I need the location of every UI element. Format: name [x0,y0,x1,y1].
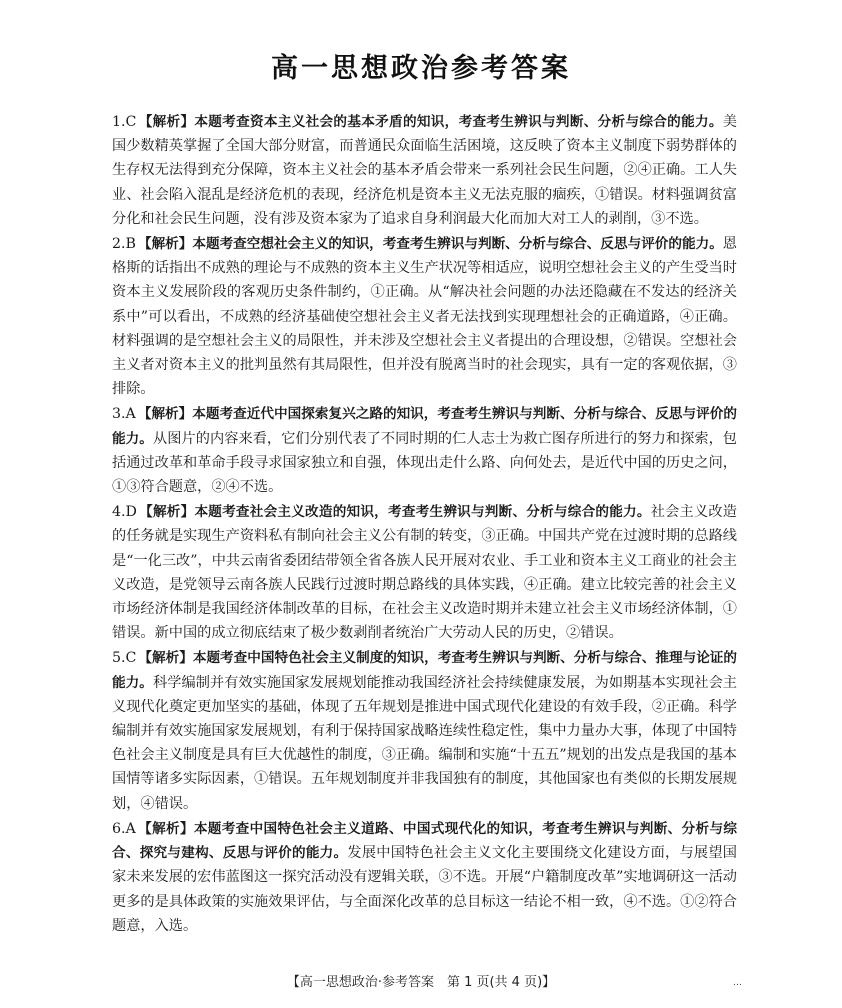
answer-list [112,110,737,939]
answer-body: 恩格斯的话指出不成熟的理论与不成熟的资本主义生产状况等相适应，说明空想社会主义的产生受当时资本主义发展阶段的客观历史条件制约，①正确。从“解决社会问题的办法还隐藏在不发达的经济关系中”可以看出，不成熟的经济基础使空想社会主义者无法找到实现理想社会的正确道路，④正确。材料强调的是空想社会主义的局限性，并未涉及空想社会主义者提出的合理设想，②错误。空想社会主义者对资本主义的批判虽然有其局限性，但并没有脱离当时的社会现实，具有一定的客观依据，③排除。 [112,236,737,398]
answer-item-2 [112,232,737,401]
answer-heading: 【解析】本题考查社会主义改造的知识，考查考生辨识与判断、分析与综合的能力。 [138,504,651,521]
answer-body: 科学编制并有效实施国家发展规划能推动我国经济社会持续健康发展，为如期基本实现社会主义现代化奠定更加坚实的基础，体现了五年规划是推进中国式现代化建设的有效手段，②正确。科学编制并有效实施国家发展规划，有利于保持国家战略连续性稳定性，集中力量办大事，体现了中国特色社会主义制度是具有巨大优越性的制度，③正确。编制和实施“十五五”规划的出发点是我国的基本国情等诸多实际因素，①错误。五年规划制度并非我国独有的制度，其他国家也有类似的长期发展规划，④错误。 [112,674,737,812]
answer-number: 6.A [112,820,136,837]
page-title: 高一思想政治参考答案 [271,53,571,84]
answer-heading: 【解析】本题考查资本主义社会的基本矛盾的知识，考查考生辨识与判断、分析与综合的能力。 [138,114,723,130]
answer-item-5 [112,646,737,815]
answer-body: 美国少数精英掌握了全国大部分财富，而普通民众面临生活困境，这反映了资本主义制度下弱势群体的生存权无法得到充分保障，资本主义社会的基本矛盾会带来一系列社会民生问题，②④正确。工人失业、社会陷入混乱是经济危机的表现，经济危机是资本主义无法克服的痼疾，①错误。材料强调贫富分化和社会民生问题，没有涉及资本家为了追求自身利润最大化而加大对工人的剥削，③不选。 [112,114,737,227]
answer-number: 3.A [112,406,136,423]
answer-number: 1.C [112,114,137,130]
answer-item-4 [112,500,737,645]
answer-number: 5.C [112,650,137,667]
answer-heading: 【解析】本题考查中国特色社会主义制度的知识，考查考生辨识与判断、分析与综合、推理与论证的能力。 [112,650,737,691]
answer-heading: 【解析】本题考查中国特色社会主义道路、中国式现代化的知识，考查考生辨识与判断、分析与综合、探究与建构、反思与评价的能力。 [112,820,737,862]
answer-item-6 [112,817,737,938]
answer-heading: 【解析】本题考查空想社会主义的知识，考查考生辨识与判断、分析与综合、反思与评价的能力。 [137,236,723,253]
answer-item-1 [112,110,737,231]
answer-item-3 [112,402,737,499]
corner-mark: … [733,978,742,988]
answer-body: 从图片的内容来看，它们分别代表了不同时期的仁人志士为救亡图存所进行的努力和探索，包括通过改革和革命手段寻求国家独立和自强，体现出走什么路、向何处去，是近代中国的历史之问，①③符合题意，②④不选。 [112,430,737,496]
answer-body: 发展中国特色社会主义文化主要围绕文化建设方面，与展望国家未来发展的宏伟蓝图这一探究活动没有逻辑关联，③不选。开展“户籍制度改革”实地调研这一活动更多的是具体政策的实施效果评估，与全面深化改革的总目标这一结论不相一致，④不选。①②符合题意，入选。 [112,845,737,934]
page-footer: 【高一思想政治·参考答案 第 1 页(共 4 页)】 [286,975,556,990]
answer-number: 2.B [112,236,136,253]
answer-number: 4.D [112,504,137,521]
answer-heading: 【解析】本题考查近代中国探索复兴之路的知识，考查考生辨识与判断、分析与综合、反思与评价的能力。 [112,406,737,447]
answer-body: 社会主义改造的任务就是实现生产资料私有制向社会主义公有制的转变，③正确。中国共产党在过渡时期的总路线是“一化三改”，中共云南省委团结带领全省各族人民开展对农业、手工业和资本主义工商业的社会主义改造，是党领导云南各族人民践行过渡时期总路线的具体实践，④正确。建立比较完善的社会主义市场经济体制是我国经济体制改革的目标，在社会主义改造时期并未建立社会主义市场经济体制，①错误。新中国的成立彻底结束了极少数剥削者统治广大劳动人民的历史，②错误。 [112,504,737,642]
